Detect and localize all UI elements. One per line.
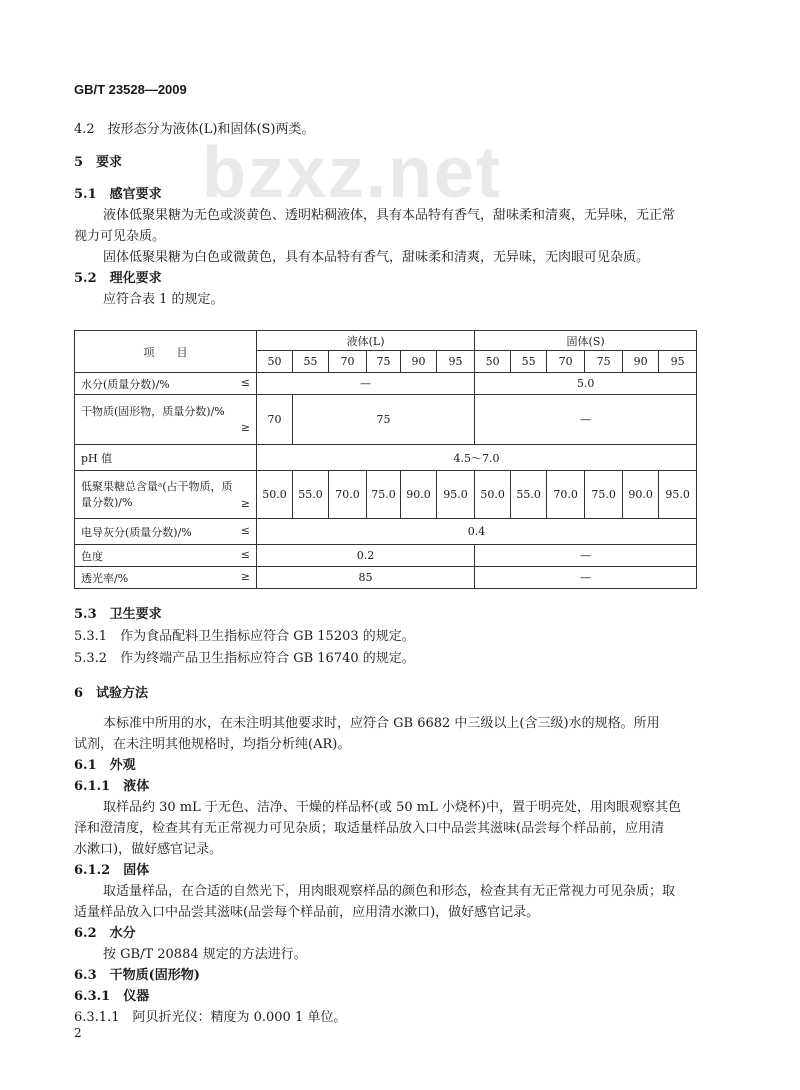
paragraph: 液体低聚果糖为无色或淡黄色、透明粘稠液体，具有本品特有香气，甜味柔和清爽，无异味，无正常 [103,208,676,223]
table-row [75,471,697,519]
table-row [75,373,697,395]
grade-cell: 75 [585,351,623,373]
clause-6-3-1-1: 6.3.1.1 阿贝折光仪：精度为 0.000 1 单位。 [74,1010,347,1025]
fos-cell: 90.0 [623,471,659,519]
solid-header: 固体(S) [475,331,697,351]
grade-cell: 75 [367,351,401,373]
grade-cell: 50 [475,351,511,373]
grade-cell: 95 [659,351,697,373]
row-label-color: 色度 ≤ [75,545,257,567]
paragraph: 水漱口)，做好感官记录。 [74,842,223,857]
trans-liquid-cell: 85 [257,567,475,589]
table-row [75,519,697,545]
le-symbol: ≤ [240,523,250,537]
paragraph: 取适量样品，在合适的自然光下，用肉眼观察样品的颜色和形态，检查其有无正常视力可见杂质；取 [103,884,676,899]
fos-cell: 95.0 [659,471,697,519]
row-label-fos: 低聚果糖总含量ᵃ(占干物质，质 量分数)/% ≥ [75,471,257,519]
dry-liquid-rest-cell: 75 [293,395,475,445]
grade-cell: 50 [257,351,293,373]
section-6-heading: 6 试验方法 [74,686,149,701]
dry-solid-cell: — [475,395,697,445]
le-symbol: ≤ [240,547,250,561]
standard-code: GB/T 23528—2009 [74,82,187,97]
fos-cell: 95.0 [437,471,475,519]
row-label-water: 水分(质量分数)/% ≤ [75,373,257,395]
fos-cell: 70.0 [547,471,585,519]
grade-cell: 55 [511,351,547,373]
water-liquid-cell: — [257,373,475,395]
paragraph: 固体低聚果糖为白色或微黄色，具有本品特有香气，甜味柔和清爽，无异味，无肉眼可见杂质。 [103,250,650,265]
watermark: bzxz.net [202,133,503,213]
grade-cell: 70 [329,351,367,373]
paragraph: 视力可见杂质。 [74,229,166,244]
paragraph: 取样品约 30 mL 于无色、洁净、干燥的样品杯(或 50 mL 小烧杯)中，置于明亮处，用肉眼观察其色 [103,800,681,815]
grade-cell: 95 [437,351,475,373]
spec-table [74,330,697,589]
paragraph: 适量样品放入口中品尝其滋味(品尝每个样品前，应用清水漱口)，做好感官记录。 [74,905,540,920]
dry-liquid-50-cell: 70 [257,395,293,445]
table-row [75,395,697,445]
section-6-1-2-heading: 6.1.2 固体 [74,863,150,878]
table-row [75,445,697,471]
ge-symbol: ≥ [240,569,250,583]
row-label-dry-matter: 干物质(固形物，质量分数)/% ≥ [75,395,257,445]
page-number: 2 [74,1026,82,1040]
grade-cell: 70 [547,351,585,373]
water-solid-cell: 5.0 [475,373,697,395]
fos-cell: 70.0 [329,471,367,519]
grade-cell: 90 [401,351,437,373]
row-label-transmittance: 透光率/% ≥ [75,567,257,589]
ash-value-cell: 0.4 [257,519,697,545]
paragraph: 应符合表 1 的规定。 [103,292,224,307]
grade-cell: 55 [293,351,329,373]
table-row [75,567,697,589]
section-6-2-heading: 6.2 水分 [74,926,136,941]
liquid-header: 液体(L) [257,331,475,351]
clause-4-2: 4.2 按形态分为液体(L)和固体(S)两类。 [74,122,315,137]
fos-cell: 50.0 [257,471,293,519]
table-row [75,545,697,567]
row-label-ph: pH 值 [75,445,257,471]
color-solid-cell: — [475,545,697,567]
fos-cell: 55.0 [293,471,329,519]
fos-cell: 75.0 [585,471,623,519]
paragraph: 按 GB/T 20884 规定的方法进行。 [103,947,307,962]
section-6-1-heading: 6.1 外观 [74,758,136,773]
trans-solid-cell: — [475,567,697,589]
section-5-1-heading: 5.1 感官要求 [74,187,162,202]
fos-cell: 55.0 [511,471,547,519]
item-header-cell: 项 目 [75,331,257,373]
grade-cell: 90 [623,351,659,373]
fos-cell: 50.0 [475,471,511,519]
section-5-heading: 5 要求 [74,155,123,170]
le-symbol: ≤ [240,375,250,389]
paragraph: 试剂，在未注明其他规格时，均指分析纯(AR)。 [74,737,351,752]
row-label-ash: 电导灰分(质量分数)/% ≤ [75,519,257,545]
fos-cell: 75.0 [367,471,401,519]
ph-value-cell: 4.5～7.0 [257,445,697,471]
section-6-1-1-heading: 6.1.1 液体 [74,779,150,794]
color-liquid-cell: 0.2 [257,545,475,567]
clause-5-3-2: 5.3.2 作为终端产品卫生指标应符合 GB 16740 的规定。 [74,651,415,666]
section-6-3-1-heading: 6.3.1 仪器 [74,989,150,1004]
paragraph: 泽和澄清度，检查其有无正常视力可见杂质；取适量样品放入口中品尝其滋味(品尝每个样品前，应用清 [74,821,665,836]
fos-cell: 90.0 [401,471,437,519]
section-5-3-heading: 5.3 卫生要求 [74,607,162,622]
ge-symbol: ≥ [240,497,250,510]
paragraph: 本标准中所用的水，在未注明其他要求时，应符合 GB 6682 中三级以上(含三级)水的规格。所用 [103,716,660,731]
section-5-2-heading: 5.2 理化要求 [74,271,162,286]
clause-5-3-1: 5.3.1 作为食品配料卫生指标应符合 GB 15203 的规定。 [74,629,415,644]
section-6-3-heading: 6.3 干物质(固形物) [74,968,200,983]
